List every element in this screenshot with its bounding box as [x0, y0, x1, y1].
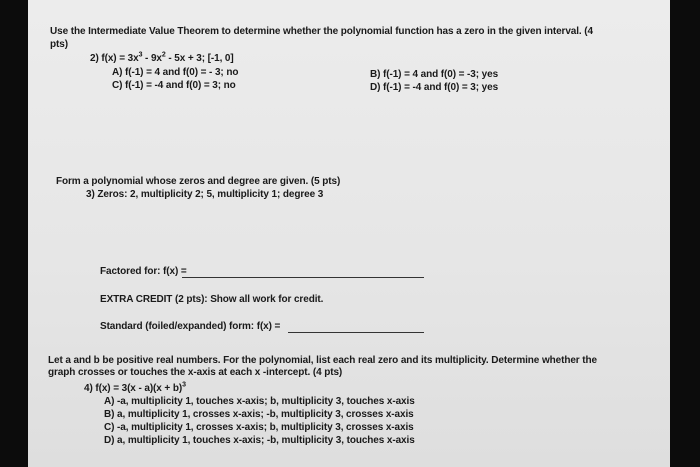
question-4-option-a: A) -a, multiplicity 1, touches x-axis; b, multiplicity 3, touches x-axis [104, 396, 415, 407]
question-4-function: 4) f(x) = 3(x - a)(x + b) [84, 383, 183, 394]
intro-line-1: Use the Intermediate Value Theorem to determine whether the polynomial function has a zero in the given interval. (4 [50, 26, 593, 37]
factored-form-label: Factored for: f(x) = [100, 266, 187, 277]
question-2-option-b: B) f(-1) = 4 and f(0) = -3; yes [370, 69, 499, 80]
intro-line-2: pts) [50, 39, 68, 50]
question-2-option-c: C) f(-1) = -4 and f(0) = 3; no [112, 80, 236, 91]
question-2-option-d: D) f(-1) = -4 and f(0) = 3; yes [370, 82, 499, 93]
question-4-exponent: 3 [182, 381, 186, 389]
question-2-fx: f(x) = 3x [101, 53, 139, 64]
section-2-heading: Form a polynomial whose zeros and degree are given. (5 pts) [56, 176, 341, 187]
question-2-exp2: 2 [161, 51, 166, 59]
section-3-line-2: graph crosses or touches the x-axis at each x -intercept. (4 pts) [48, 367, 343, 378]
question-2-number: 2) [90, 53, 99, 64]
standard-answer-line [288, 332, 424, 333]
question-4-option-c: C) -a, multiplicity 1, crosses x-axis; b, multiplicity 3, crosses x-axis [104, 422, 414, 433]
worksheet-page [28, 0, 670, 467]
question-3-zeros: 3) Zeros: 2, multiplicity 2; 5, multiplicity 1; degree 3 [86, 189, 324, 200]
question-2-option-a: A) f(-1) = 4 and f(0) = - 3; no [112, 67, 239, 78]
question-4-option-d: D) a, multiplicity 1, touches x-axis; -b, multiplicity 3, touches x-axis [104, 435, 415, 446]
question-2-mid: - 9x [142, 53, 162, 64]
extra-credit-note: EXTRA CREDIT (2 pts): Show all work for credit. [100, 294, 324, 305]
question-2-exp1: 3 [138, 51, 143, 59]
factored-answer-line [182, 277, 424, 278]
question-4-prompt [84, 383, 186, 394]
question-4-option-b: B) a, multiplicity 1, crosses x-axis; -b, multiplicity 3, crosses x-axis [104, 409, 414, 420]
standard-form-label: Standard (foiled/expanded) form: f(x) = [100, 321, 281, 332]
question-2-prompt [90, 53, 234, 64]
section-3-line-1: Let a and b be positive real numbers. For the polynomial, list each real zero and its multiplicity. Determine whether the [48, 355, 597, 366]
question-2-tail: - 5x + 3; [-1, 0] [165, 53, 234, 64]
